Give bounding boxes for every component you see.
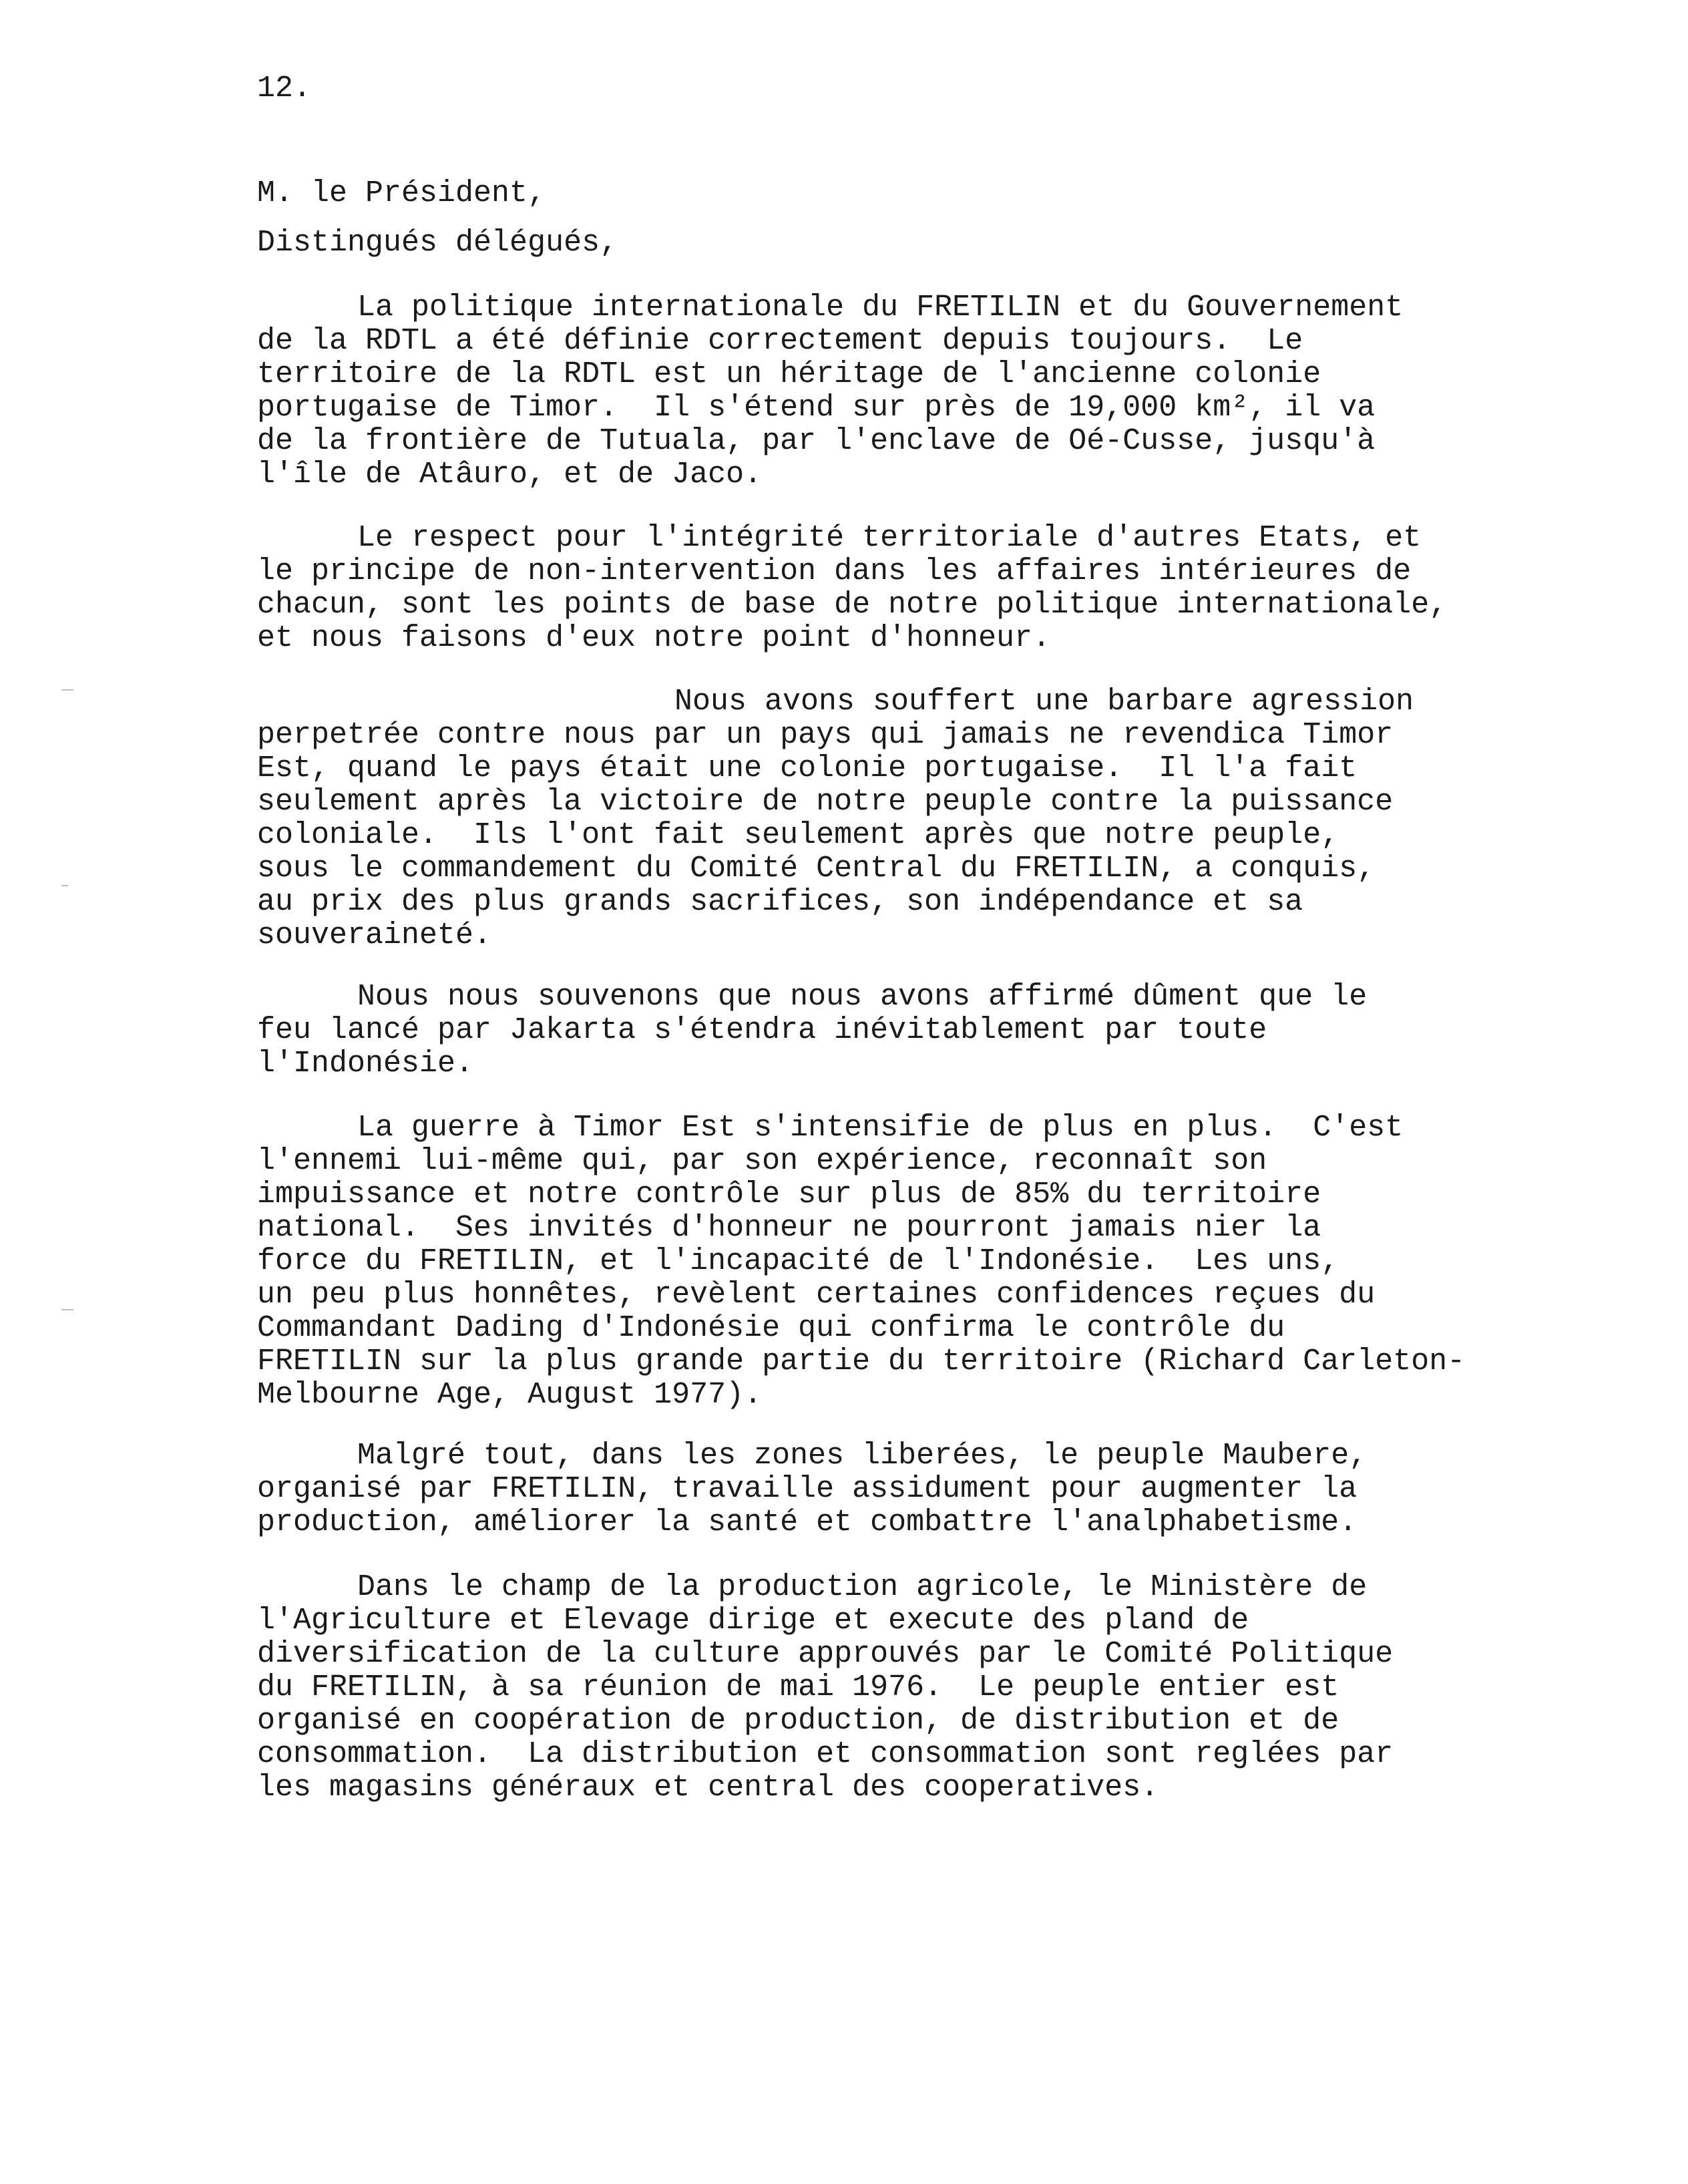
- salutation-line: M. le Président,: [257, 176, 546, 210]
- text-line: perpetrée contre nous par un pays qui jamais ne revendica Timor: [257, 718, 1394, 752]
- text-line: organisé en coopération de production, de distribution et de: [257, 1704, 1339, 1738]
- text-line: La politique internationale du FRETILIN et du Gouvernement: [357, 291, 1404, 325]
- text-line: seulement après la victoire de notre peuple contre la puissance: [257, 785, 1394, 819]
- text-line: FRETILIN sur la plus grande partie du territoire (Richard Carleton-: [257, 1344, 1466, 1379]
- paragraph: [257, 1111, 1593, 1412]
- text-line: l'Agriculture et Elevage dirige et execute des pland de: [257, 1604, 1249, 1638]
- paragraph: [257, 291, 1593, 492]
- text-line: souveraineté.: [257, 918, 492, 952]
- text-line: La guerre à Timor Est s'intensifie de plus en plus. C'est: [357, 1111, 1404, 1145]
- text-line: l'ennemi lui-même qui, par son expérience, reconnaît son: [257, 1144, 1267, 1178]
- text-line: l'île de Atâuro, et de Jaco.: [257, 458, 763, 492]
- text-line: feu lancé par Jakarta s'étendra inévitablement par toute: [257, 1013, 1267, 1047]
- text-line: Le respect pour l'intégrité territoriale d'autres Etats, et: [357, 521, 1422, 555]
- text-line: l'Indonésie.: [257, 1047, 474, 1081]
- text-line: les magasins généraux et central des cooperatives.: [257, 1771, 1159, 1805]
- text-line: Est, quand le pays était une colonie portugaise. Il l'a fait: [257, 751, 1357, 785]
- text-line: de la RDTL a été définie correctement depuis toujours. Le: [257, 324, 1303, 358]
- text-line: chacun, sont les points de base de notre politique internationale,: [257, 588, 1448, 622]
- page-number: 12.: [257, 71, 312, 106]
- text-line: Nous nous souvenons que nous avons affirmé dûment que le: [357, 980, 1367, 1014]
- text-line: sous le commandement du Comité Central du FRETILIN, a conquis,: [257, 852, 1376, 886]
- text-line: au prix des plus grands sacrifices, son indépendance et sa: [257, 885, 1303, 919]
- scan-speck: [61, 689, 73, 691]
- text-line: et nous faisons d'eux notre point d'honneur.: [257, 621, 1051, 655]
- salutation-line: Distingués délégués,: [257, 226, 618, 260]
- text-line: production, améliorer la santé et combattre l'analphabetisme.: [257, 1505, 1357, 1539]
- scan-speck: [61, 885, 68, 886]
- text-line: du FRETILIN, à sa réunion de mai 1976. Le peuple entier est: [257, 1670, 1339, 1704]
- text-line: un peu plus honnêtes, revèlent certaines confidences reçues du: [257, 1278, 1376, 1312]
- paragraph: [257, 522, 1593, 655]
- paragraph: [257, 980, 1593, 1081]
- scan-speck: [61, 1309, 73, 1310]
- paragraph: [257, 685, 1593, 952]
- text-line: force du FRETILIN, et l'incapacité de l'Indonésie. Les uns,: [257, 1244, 1339, 1278]
- text-line: Dans le champ de la production agricole, le Ministère de: [357, 1570, 1367, 1604]
- paragraph: [257, 1571, 1593, 1805]
- text-line: le principe de non-intervention dans les affaires intérieures de: [257, 554, 1412, 588]
- text-line: coloniale. Ils l'ont fait seulement après que notre peuple,: [257, 818, 1339, 852]
- text-line: organisé par FRETILIN, travaille assidument pour augmenter la: [257, 1472, 1357, 1506]
- text-line: diversification de la culture approuvés par le Comité Politique: [257, 1637, 1394, 1671]
- text-line: Melbourne Age, August 1977).: [257, 1378, 763, 1412]
- paragraph: [257, 1439, 1593, 1539]
- text-line: Malgré tout, dans les zones liberées, le peuple Maubere,: [357, 1439, 1367, 1473]
- text-line: national. Ses invités d'honneur ne pourront jamais nier la: [257, 1211, 1321, 1245]
- text-line: territoire de la RDTL est un héritage de l'ancienne colonie: [257, 357, 1321, 391]
- text-line: de la frontière de Tutuala, par l'enclave de Oé-Cusse, jusqu'à: [257, 424, 1376, 458]
- text-line: impuissance et notre contrôle sur plus de 85% du territoire: [257, 1177, 1321, 1212]
- text-line: portugaise de Timor. Il s'étend sur près de 19,000 km², il va: [257, 391, 1376, 425]
- text-line: consommation. La distribution et consommation sont reglées par: [257, 1737, 1394, 1771]
- text-line: Nous avons souffert une barbare agression: [674, 685, 1414, 719]
- text-line: Commandant Dading d'Indonésie qui confirma le contrôle du: [257, 1311, 1285, 1345]
